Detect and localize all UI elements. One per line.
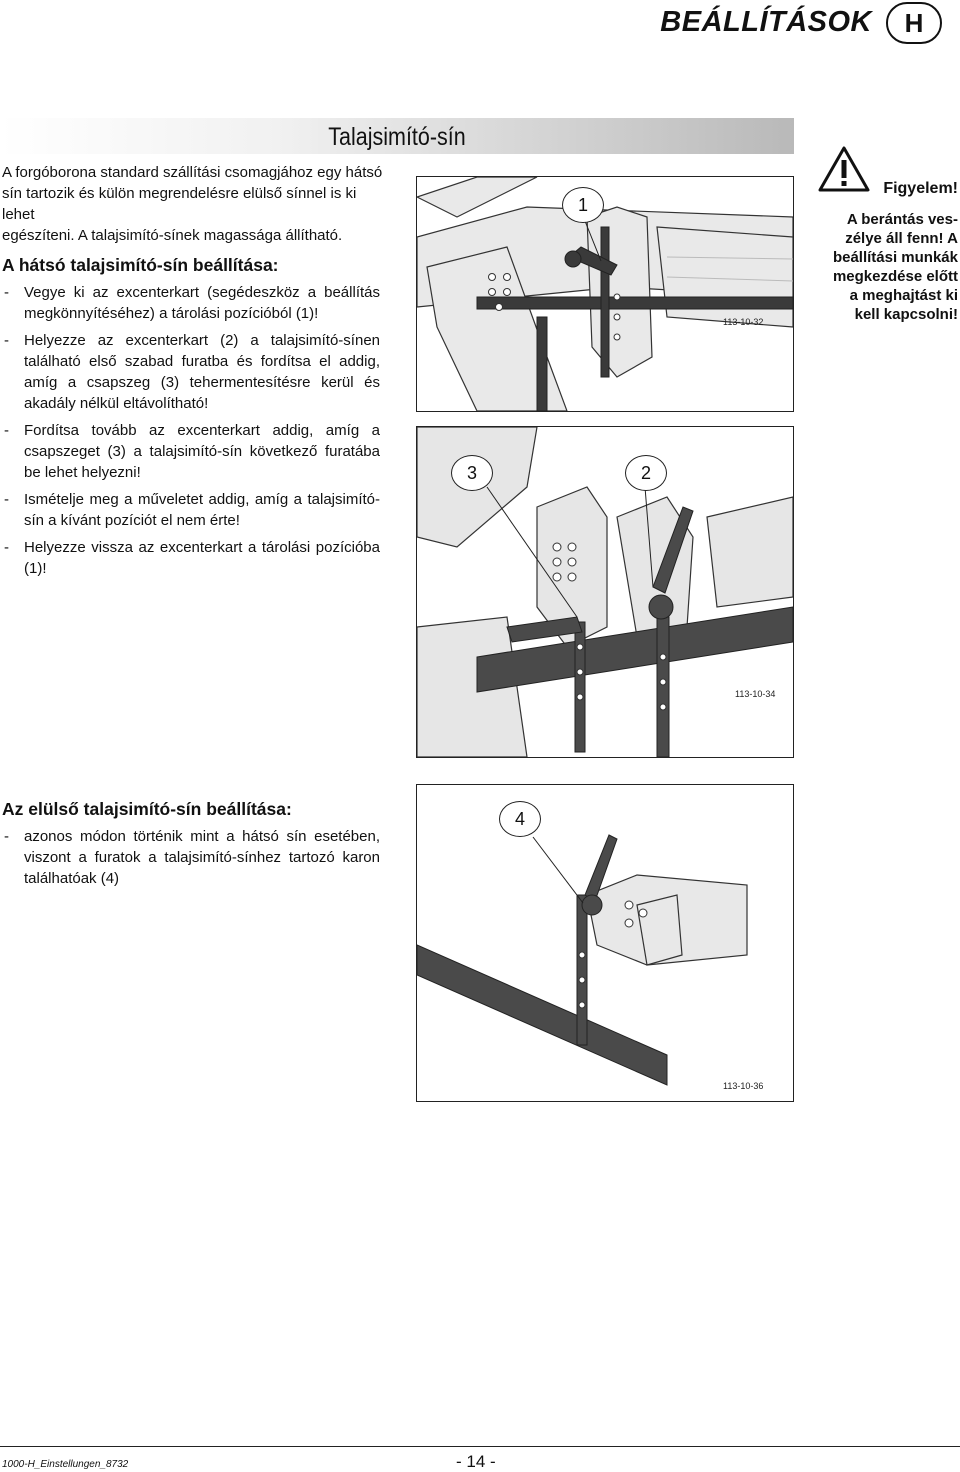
warning-line: A berántás ves- — [846, 211, 958, 228]
warning-text — [816, 210, 958, 324]
footer-divider — [0, 1446, 960, 1447]
language-badge: H — [886, 2, 942, 44]
step-text: Fordítsa tovább az excenterkart addig, amíg a csapszeget (3) a talajsimító-sín következő furatába be lehet helyezni! — [24, 422, 380, 481]
warning-line: beállítási munkák — [832, 249, 958, 266]
footer-document-id: 1000-H_Einstellungen_8732 — [2, 1459, 129, 1470]
step-item — [2, 420, 380, 483]
figure-adjustment — [416, 426, 794, 758]
warning-triangle-icon — [818, 146, 870, 192]
intro-paragraph — [2, 162, 392, 246]
step-text: Ismételje meg a műveletet addig, amíg a talajsimító-sín a kívánt pozíciót el nem érte! — [24, 491, 380, 529]
step-item — [2, 826, 380, 889]
callout-2: 2 — [625, 455, 667, 491]
callout-4: 4 — [499, 801, 541, 837]
step-item — [2, 489, 380, 531]
dash-bullet: - — [4, 284, 9, 301]
callout-3: 3 — [451, 455, 493, 491]
step-text: Helyezze vissza az excenterkart a tárolási pozícióba (1)! — [24, 539, 380, 577]
dash-bullet: - — [4, 332, 9, 349]
section-title: Talajsimító-sín — [328, 123, 466, 151]
intro-line: A forgóborona standard szállítási csomagjához egy hátsó — [2, 164, 383, 181]
intro-line: sín tartozik és külön megrendelésre elülső sínnel is ki lehet — [2, 185, 357, 223]
rear-rail-heading: A hátsó talajsimító-sín beállítása: — [2, 255, 279, 275]
machine-drawing — [417, 177, 793, 411]
callout-1: 1 — [562, 187, 604, 223]
dash-bullet: - — [4, 539, 9, 556]
step-item — [2, 330, 380, 414]
machine-drawing — [417, 785, 793, 1101]
dash-bullet: - — [4, 422, 9, 439]
figure-id: 113-10-32 — [723, 317, 764, 327]
figure-front-rail — [416, 784, 794, 1102]
warning-line: kell kapcsolni! — [854, 306, 958, 323]
step-text: Vegye ki az excenterkart (segédeszköz a beállítás megkönnyítéséhez) a tárolási pozícióból (1)! — [24, 284, 380, 322]
warning-line: megkezdése előtt — [832, 268, 958, 285]
intro-line: egészíteni. A talajsimító-sínek magassága állítható. — [2, 227, 343, 244]
rear-rail-steps — [2, 282, 380, 579]
figure-storage-position — [416, 176, 794, 412]
step-item — [2, 537, 380, 579]
dash-bullet: - — [4, 828, 9, 845]
page-header-title: BEÁLLÍTÁSOK — [660, 6, 872, 38]
step-text: azonos módon történik mint a hátsó sín esetében, viszont a furatok a talajsimító-sínhez tartozó karon találhatóak (4) — [24, 828, 380, 887]
figure-id: 113-10-34 — [735, 689, 776, 699]
front-rail-heading: Az elülső talajsimító-sín beállítása: — [2, 799, 292, 819]
warning-line: zélye áll fenn! A — [845, 230, 958, 247]
warning-box — [816, 146, 958, 346]
page-number: - 14 - — [456, 1452, 496, 1471]
warning-line: a meghajtást ki — [849, 287, 958, 304]
warning-label: Figyelem! — [883, 180, 958, 197]
step-text: Helyezze az excenterkart (2) a talajsimító-sínen található első szabad furatba és fordítsa el addig, amíg a csapszeg (3) tehermentesítésre kerül és akadály nélkül eltávolítható! — [24, 332, 380, 412]
front-rail-steps — [2, 826, 380, 889]
figure-id: 113-10-36 — [723, 1081, 764, 1091]
dash-bullet: - — [4, 491, 9, 508]
step-item — [2, 282, 380, 324]
